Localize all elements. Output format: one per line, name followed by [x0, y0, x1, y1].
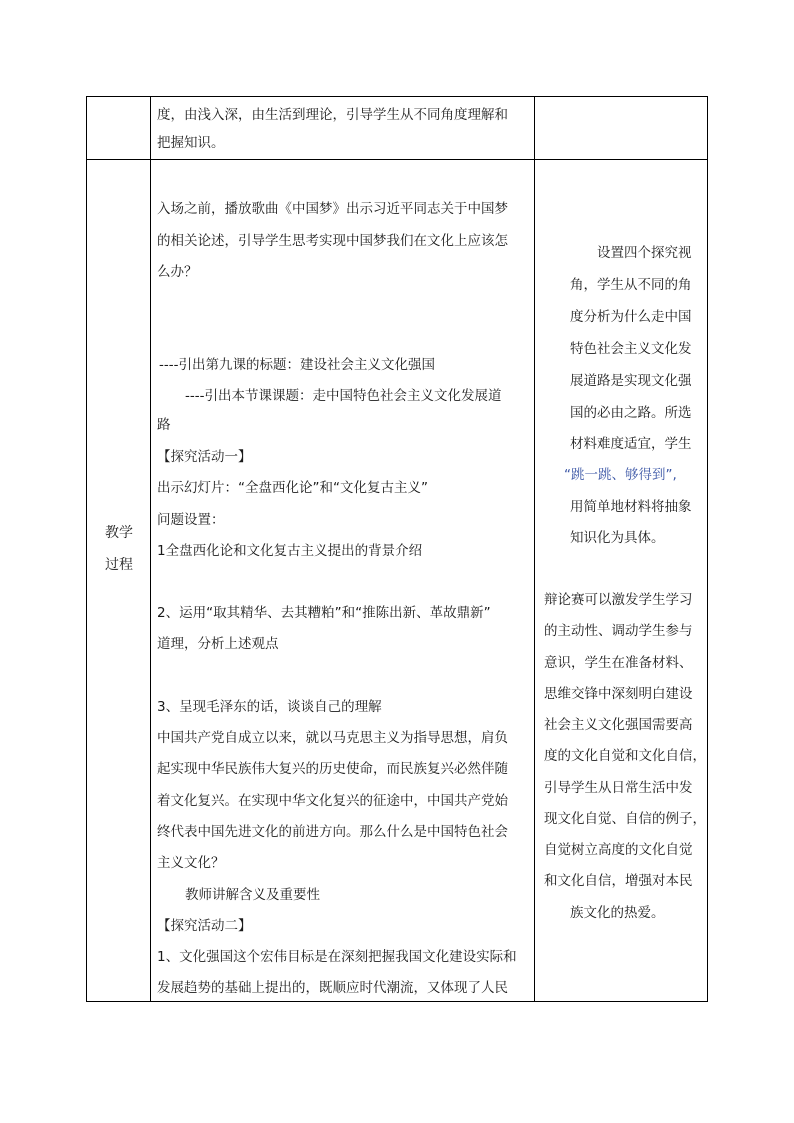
note1-line-4: 特色社会主义文化发 [570, 341, 692, 357]
para-line-1: 中国共产党自成立以来，就以马克思主义为指导思想，肩负 [157, 730, 508, 746]
note2-line-11: 族文化的热爱。 [570, 905, 665, 921]
intro-line-2: 的相关论述，引导学生思考实现中国梦我们在文化上应该怎 [157, 233, 508, 249]
note1-line-2: 角，学生从不同的角 [570, 277, 692, 293]
teacher-explains: 教师讲解含义及重要性 [185, 887, 320, 903]
para-line-2: 起实现中华民族伟大复兴的历史使命，而民族复兴必然伴随 [157, 761, 508, 777]
note2-line-4: 思维交锋中深刻明白建设 [544, 686, 693, 702]
note1-line-3: 度分析为什么走中国 [570, 309, 692, 325]
note1-line-7: 材料难度适宜，学生 [570, 436, 692, 452]
intro-line-3: 么办？ [157, 264, 198, 280]
row0-line-2: 把握知识。 [157, 135, 225, 151]
note1-line-6: 国的必由之路。所选 [570, 405, 692, 421]
note2-line-5: 社会主义文化强国需要高 [544, 717, 693, 733]
row0-line-1: 度，由浅入深，由生活到理论，引导学生从不同角度理解和 [157, 107, 508, 123]
intro-line-1: 入场之前，播放歌曲《中国梦》出示习近平同志关于中国梦 [157, 201, 508, 217]
note2-line-1: 辩论赛可以激发学生学习 [544, 592, 693, 608]
question-3: 3、呈现毛泽东的话，谈谈自己的理解 [157, 699, 382, 715]
note2-line-7: 引导学生从日常生活中发 [544, 780, 693, 796]
question-setup: 问题设置： [157, 512, 225, 528]
note2-line-9: 自觉树立高度的文化自觉 [544, 842, 693, 858]
note2-line-2: 的主动性、调动学生参与 [544, 623, 693, 639]
slide-text: 出示幻灯片：“全盘西化论”和“文化复古主义” [157, 480, 428, 496]
note2-line-3: 意识，学生在准备材料、 [544, 655, 693, 671]
para-line-4: 终代表中国先进文化的前进方向。那么什么是中国特色社会 [157, 824, 508, 840]
note2-line-8: 现文化自觉、自信的例子， [544, 811, 706, 827]
row-label-line-2: 过程 [105, 557, 133, 573]
row-divider [87, 159, 707, 160]
note1b-line-2: 知识化为具体。 [570, 530, 665, 546]
note2-line-6: 度的文化自觉和文化自信， [544, 748, 706, 764]
activity1-heading: 【探究活动一】 [157, 449, 252, 465]
column-divider-right [534, 97, 535, 1001]
note2-line-10: 和文化自信，增强对本民 [544, 873, 693, 889]
question-2-line-2: 道理，分析上述观点 [157, 636, 279, 652]
para-line-5: 主义文化？ [157, 855, 225, 871]
para-line-3: 着文化复兴。在实现中华文化复兴的征途中，中国共产党始 [157, 793, 508, 809]
lesson-table [86, 96, 708, 1002]
note1b-line-1: 用简单地材料将抽象 [570, 499, 692, 515]
quote-text: “跳一跳、够得到”, [564, 467, 677, 483]
question-1: 1全盘西化论和文化复古主义提出的背景介绍 [157, 543, 423, 559]
last-line-1: 1、文化强国这个宏伟目标是在深刻把握我国文化建设实际和 [157, 949, 517, 965]
row-label-line-1: 教学 [105, 525, 133, 541]
note1-line-5: 展道路是实现文化强 [570, 373, 692, 389]
note1-line-1: 设置四个探究视 [597, 245, 692, 261]
lead-chapter-title: ----引出第九课的标题：建设社会主义文化强国 [159, 357, 435, 373]
column-divider-left [150, 97, 151, 1001]
last-line-2: 发展趋势的基础上提出的，既顺应时代潮流，又体现了人民 [157, 980, 508, 996]
lead-lesson-title-2: 路 [157, 417, 171, 433]
activity2-heading: 【探究活动二】 [157, 918, 252, 934]
question-2-line-1: 2、运用“取其精华、去其糟粕”和“推陈出新、革故鼎新” [157, 605, 491, 621]
lead-lesson-title-1: ----引出本节课课题：走中国特色社会主义文化发展道 [185, 388, 502, 404]
